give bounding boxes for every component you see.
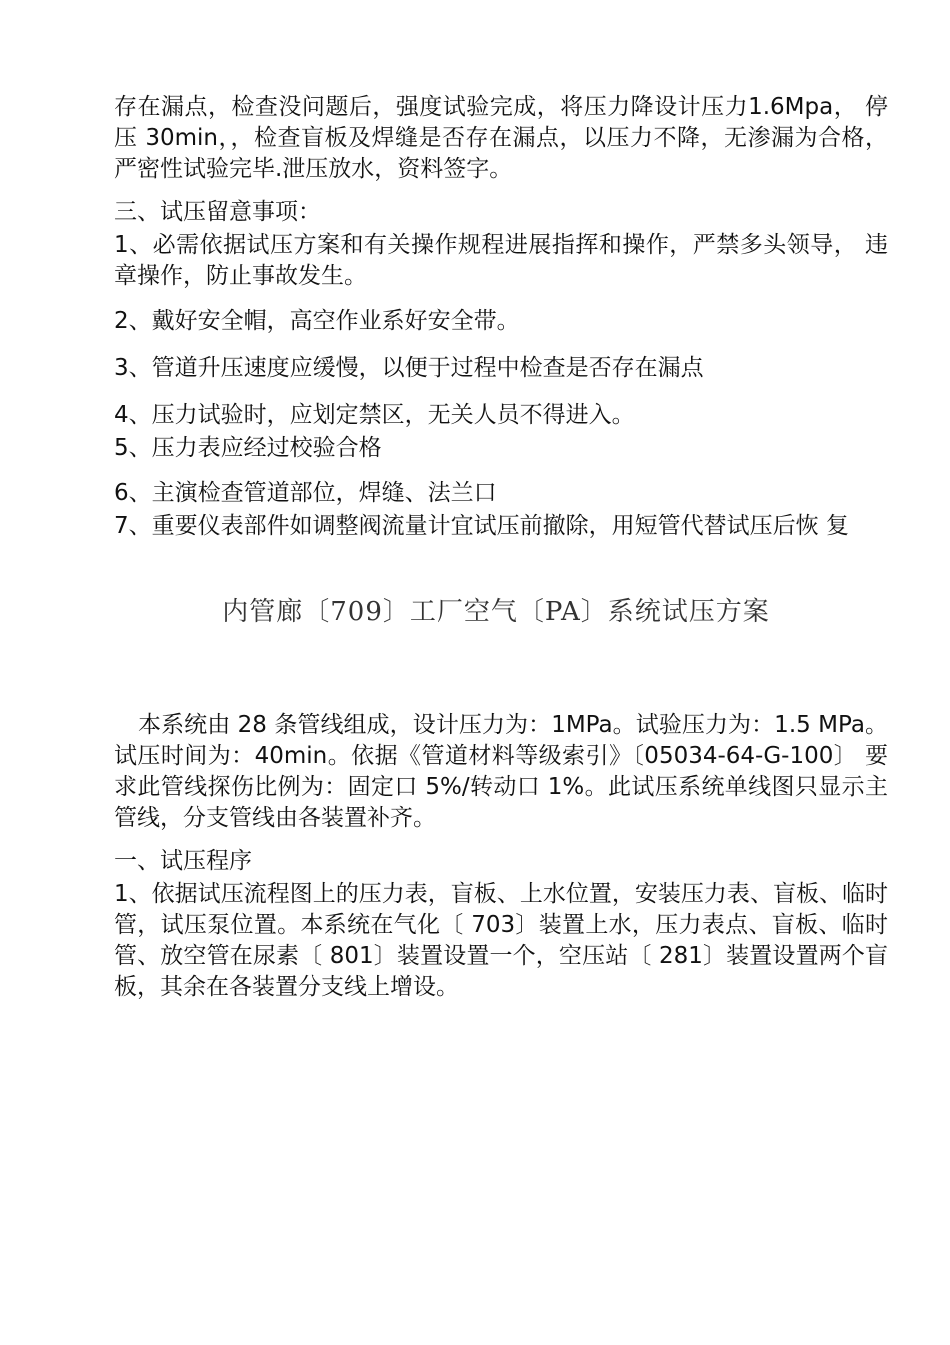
notes-item-1: 1、必需依据试压方案和有关操作规程进展指挥和操作，严禁多头领导， 违章操作，防止事故发生。 (114, 232, 888, 289)
notes-item-4: 4、压力试验时，应划定禁区，无关人员不得进入。 (114, 402, 635, 428)
notes-item-6: 6、主演检查管道部位，焊缝、法兰口 (114, 480, 497, 506)
step-1-paragraph: 1、依据试压流程图上的压力表，盲板、上水位置，安装压力表、盲板、临时管，试压泵位置。本系统在气化〔 703〕装置上水，压力表点、盲板、临时管、放空管在尿素〔 801〕装置设置一个，空压站〔 281〕装置设置两个盲板，其余在各装置分支线上增设。 (114, 881, 888, 1000)
intro-paragraph: 本系统由 28 条管线组成，设计压力为：1MPa。试验压力为：1.5 MPa。试压时间为：40min。依据《管道材料等级索引》〔05034-64-G-100〕 要求此管线探伤比例为：固定口 5%/转动口 1%。此试压系统单线图只显示主管线，分支管线由各装置补齐。 (114, 712, 888, 831)
notes-heading: 三、试压留意事项： (114, 199, 321, 225)
notes-item-3: 3、管道升压速度应缓慢，以便于过程中检查是否存在漏点 (114, 355, 704, 381)
notes-item-7: 7、重要仪表部件如调整阀流量计宜试压前撤除，用短管代替试压后恢 复 (114, 513, 849, 539)
notes-item-5: 5、压力表应经过校验合格 (114, 435, 382, 461)
section-heading: 一、试压程序 (114, 848, 252, 874)
notes-item-2: 2、戴好安全帽，高空作业系好安全带。 (114, 308, 520, 334)
continuation-paragraph: 存在漏点，检查没问题后，强度试验完成，将压力降设计压力1.6Mpa， 停压 30min，，检查盲板及焊缝是否存在漏点，以压力不降，无渗漏为合格，严密性试验完毕.泄压放水，资料签字。 (114, 94, 888, 182)
document-title: 内管廊〔709〕工厂空气〔PA〕系统试压方案 (222, 597, 770, 627)
